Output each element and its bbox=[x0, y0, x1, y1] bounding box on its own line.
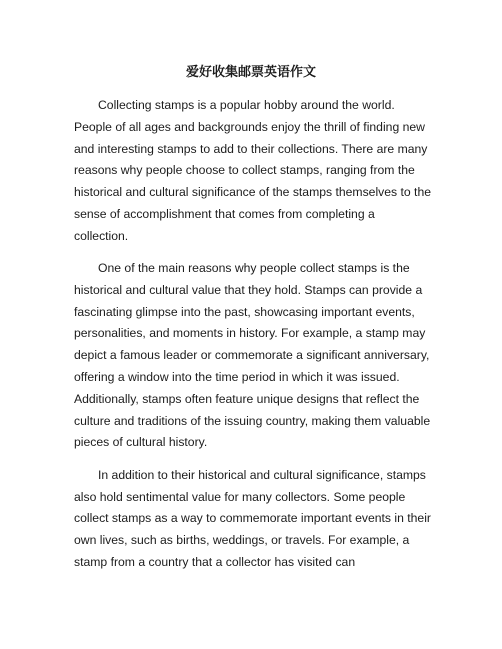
paragraph-2: One of the main reasons why people collect stamps is the historical and cultural value that they hold. Stamps can provide a fascinating glimpse into the past, showcasing important events, personalities, and moments in history. For example, a stamp may depict a famous leader or commemorate a significant anniversary, offering a window into the time period in which it was issued. Additionally, stamps often feature unique designs that reflect the culture and traditions of the issuing country, making them valuable pieces of cultural history. bbox=[74, 261, 431, 450]
document-title: 爱好收集邮票英语作文 bbox=[185, 65, 316, 80]
paragraph-1: Collecting stamps is a popular hobby around the world. People of all ages and backgrounds enjoy the thrill of finding new and interesting stamps to add to their collections. There are many reasons why people choose to collect stamps, ranging from the historical and cultural significance of the stamps themselves to the sense of accomplishment that comes from completing a collection. bbox=[74, 98, 432, 243]
document-body bbox=[74, 95, 432, 584]
paragraph-3: In addition to their historical and cultural significance, stamps also hold sentimental value for many collectors. Some people collect stamps as a way to commemorate important events in their own lives, such as births, weddings, or travels. For example, a stamp from a country that a collector has visited can bbox=[74, 467, 431, 569]
